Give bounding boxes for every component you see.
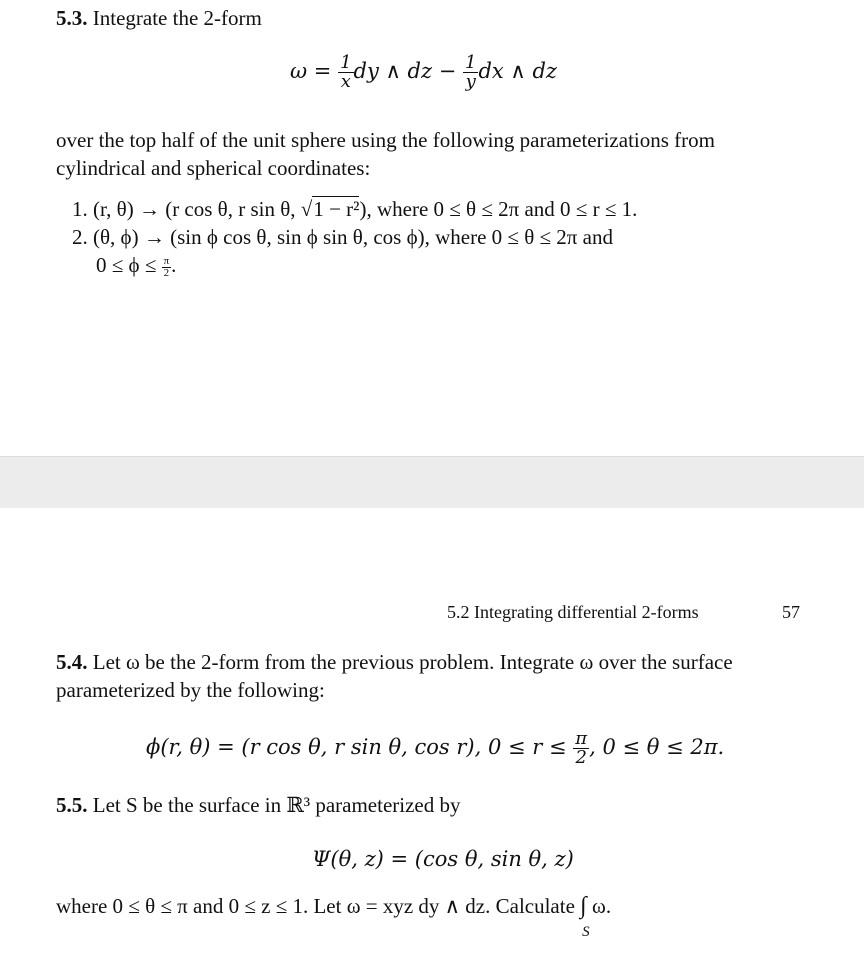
list-item-1: 1. (r, θ) → (r cos θ, r sin θ, √1 − r²), where 0 ≤ θ ≤ 2π and 0 ≤ r ≤ 1. (72, 197, 638, 221)
paragraph-line-1: over the top half of the unit sphere using the following parameterizations from (56, 128, 715, 152)
fraction-pi-over-2: $\frac{\pi}{2}$ (575, 728, 588, 768)
eq-term-2: dx ∧ dz (478, 59, 557, 83)
paragraph-line-2: cylindrical and spherical coordinates: (56, 156, 371, 180)
running-header-section: 5.2 Integrating differential 2-forms (447, 602, 699, 622)
problem-5-5-line-2: where 0 ≤ θ ≤ π and 0 ≤ z ≤ 1. Let ω = xyz dy ∧ dz. Calculate ∫ S ω. (56, 893, 612, 940)
problem-5-4-line-1: 5.4. Let ω be the 2-form from the previous problem. Integrate ω over the surface (56, 650, 733, 674)
sqrt-expression: 1 − r² (313, 197, 360, 221)
equation-phi: ϕ(r, θ) = (r cos θ, r sin θ, cos r), 0 ≤ r ≤ $\frac{\pi}{2}$ , 0 ≤ θ ≤ 2π. (146, 728, 725, 768)
eq-term-1: dy ∧ dz − (353, 59, 464, 83)
list-number: 1. (72, 197, 88, 221)
fraction-1-over-y: $\frac{1}{y}$ (465, 52, 477, 92)
equation-psi: Ψ(θ, z) = (cos θ, sin θ, z) (312, 847, 574, 871)
page-number: 57 (782, 602, 800, 622)
equation-omega (290, 54, 557, 91)
fraction-pi-over-2: $\frac{\pi}{2}$ (163, 254, 170, 279)
list-number: 2. (72, 225, 88, 249)
page-top (0, 0, 864, 456)
problem-label: 5.3. (56, 6, 88, 30)
page-separator (0, 456, 864, 510)
problem-intro: Integrate the 2-form (92, 6, 262, 30)
problem-5-3-heading (56, 4, 262, 32)
eq-lhs: ω = (290, 59, 339, 83)
list-item-2: 2. (θ, ϕ) → (sin ϕ cos θ, sin ϕ sin θ, cos ϕ), where 0 ≤ θ ≤ 2π and (72, 225, 613, 249)
problem-label: 5.4. (56, 650, 88, 674)
problem-5-5-line-1: 5.5. Let S be the surface in ℝ³ parameterized by (56, 793, 461, 817)
problem-5-4-line-2: parameterized by the following: (56, 678, 325, 702)
problem-label: 5.5. (56, 793, 88, 817)
page-bottom (0, 508, 864, 959)
fraction-1-over-x: $\frac{1}{x}$ (340, 52, 352, 92)
list-item-2-continuation: 0 ≤ ϕ ≤ $\frac{\pi}{2}$ . (96, 253, 177, 279)
integral-over-s: ∫ S (580, 893, 590, 940)
